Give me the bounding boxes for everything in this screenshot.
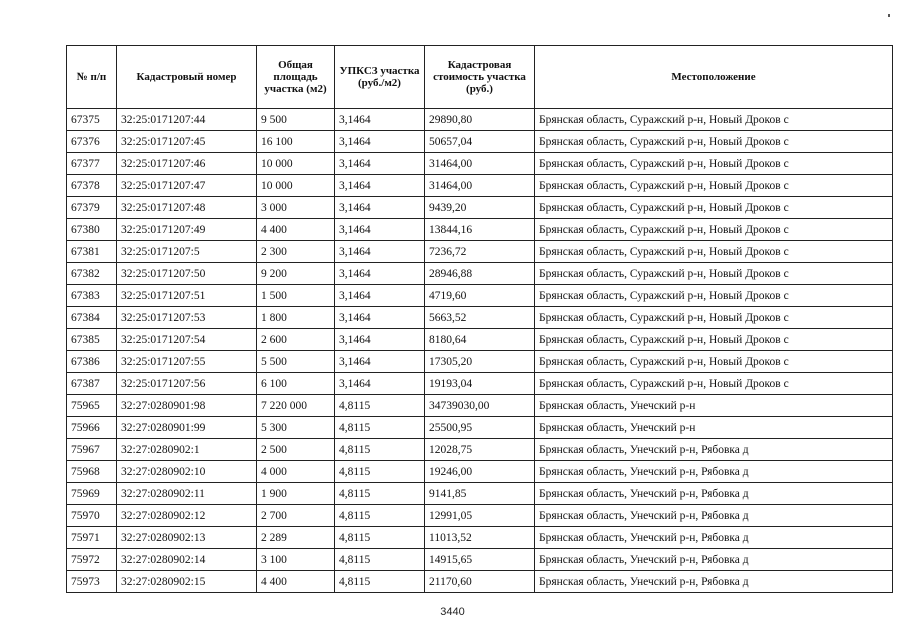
cell-cadastral-cost: 34739030,00 [425, 395, 535, 417]
cell-cadastral-number: 32:25:0171207:56 [117, 373, 257, 395]
cell-cadastral-number: 32:27:0280902:11 [117, 483, 257, 505]
table-body [67, 109, 893, 593]
cell-area: 2 700 [257, 505, 335, 527]
cell-cadastral-cost: 12028,75 [425, 439, 535, 461]
cell-cadastral-cost: 8180,64 [425, 329, 535, 351]
cell-num: 67380 [67, 219, 117, 241]
cell-location: Брянская область, Унечский р-н, Рябовка д [535, 461, 893, 483]
cell-location: Брянская область, Суражский р-н, Новый Дроков с [535, 329, 893, 351]
cell-location: Брянская область, Суражский р-н, Новый Дроков с [535, 373, 893, 395]
cell-cadastral-number: 32:27:0280901:98 [117, 395, 257, 417]
cell-num: 75967 [67, 439, 117, 461]
cell-cadastral-number: 32:25:0171207:46 [117, 153, 257, 175]
table-row [67, 417, 893, 439]
cell-num: 67383 [67, 285, 117, 307]
cell-upksz: 4,8115 [335, 439, 425, 461]
table-row [67, 549, 893, 571]
cell-upksz: 3,1464 [335, 131, 425, 153]
cell-cadastral-cost: 4719,60 [425, 285, 535, 307]
cell-cadastral-number: 32:25:0171207:49 [117, 219, 257, 241]
cell-num: 67387 [67, 373, 117, 395]
table-row [67, 351, 893, 373]
cell-area: 1 800 [257, 307, 335, 329]
cell-area: 2 300 [257, 241, 335, 263]
header-num: № п/п [67, 46, 117, 109]
cell-cadastral-cost: 7236,72 [425, 241, 535, 263]
header-cadastral-number: Кадастровый номер [117, 46, 257, 109]
cell-upksz: 3,1464 [335, 263, 425, 285]
cell-cadastral-number: 32:25:0171207:48 [117, 197, 257, 219]
cell-num: 75970 [67, 505, 117, 527]
cell-location: Брянская область, Унечский р-н [535, 395, 893, 417]
cell-location: Брянская область, Унечский р-н, Рябовка д [535, 505, 893, 527]
cell-num: 75968 [67, 461, 117, 483]
cell-upksz: 3,1464 [335, 329, 425, 351]
table-row [67, 241, 893, 263]
cell-location: Брянская область, Унечский р-н, Рябовка д [535, 549, 893, 571]
cell-location: Брянская область, Суражский р-н, Новый Дроков с [535, 153, 893, 175]
cell-area: 9 200 [257, 263, 335, 285]
cell-cadastral-cost: 5663,52 [425, 307, 535, 329]
cell-cadastral-number: 32:27:0280902:15 [117, 571, 257, 593]
table-row [67, 439, 893, 461]
cell-upksz: 3,1464 [335, 109, 425, 131]
cell-cadastral-cost: 19246,00 [425, 461, 535, 483]
cell-area: 5 300 [257, 417, 335, 439]
cell-upksz: 3,1464 [335, 197, 425, 219]
cell-cadastral-number: 32:25:0171207:53 [117, 307, 257, 329]
cell-area: 4 400 [257, 571, 335, 593]
cell-location: Брянская область, Унечский р-н, Рябовка д [535, 483, 893, 505]
table-row [67, 571, 893, 593]
cell-cadastral-cost: 31464,00 [425, 175, 535, 197]
cell-upksz: 3,1464 [335, 285, 425, 307]
table-row [67, 329, 893, 351]
cell-area: 10 000 [257, 175, 335, 197]
table-row [67, 153, 893, 175]
cell-cadastral-cost: 9439,20 [425, 197, 535, 219]
scan-mark [888, 14, 890, 17]
cell-num: 75972 [67, 549, 117, 571]
table-row [67, 263, 893, 285]
cell-num: 67377 [67, 153, 117, 175]
cell-num: 67375 [67, 109, 117, 131]
cell-cadastral-cost: 25500,95 [425, 417, 535, 439]
cell-area: 7 220 000 [257, 395, 335, 417]
cell-location: Брянская область, Унечский р-н, Рябовка д [535, 571, 893, 593]
cell-location: Брянская область, Суражский р-н, Новый Дроков с [535, 131, 893, 153]
cell-cadastral-number: 32:25:0171207:5 [117, 241, 257, 263]
cell-location: Брянская область, Суражский р-н, Новый Дроков с [535, 197, 893, 219]
table-row [67, 527, 893, 549]
cell-upksz: 4,8115 [335, 571, 425, 593]
cell-num: 67385 [67, 329, 117, 351]
cell-cadastral-number: 32:27:0280902:1 [117, 439, 257, 461]
cell-area: 3 100 [257, 549, 335, 571]
cell-area: 1 900 [257, 483, 335, 505]
cell-location: Брянская область, Суражский р-н, Новый Дроков с [535, 351, 893, 373]
header-location: Местоположение [535, 46, 893, 109]
cell-num: 75971 [67, 527, 117, 549]
cell-upksz: 4,8115 [335, 417, 425, 439]
cell-cadastral-number: 32:25:0171207:55 [117, 351, 257, 373]
cell-cadastral-cost: 31464,00 [425, 153, 535, 175]
cell-num: 67384 [67, 307, 117, 329]
cell-upksz: 4,8115 [335, 461, 425, 483]
table-row [67, 175, 893, 197]
cell-num: 67376 [67, 131, 117, 153]
cell-area: 6 100 [257, 373, 335, 395]
cell-location: Брянская область, Суражский р-н, Новый Дроков с [535, 285, 893, 307]
table-row [67, 307, 893, 329]
cell-num: 75969 [67, 483, 117, 505]
cell-upksz: 3,1464 [335, 351, 425, 373]
table-row [67, 219, 893, 241]
cell-location: Брянская область, Суражский р-н, Новый Дроков с [535, 175, 893, 197]
cell-location: Брянская область, Суражский р-н, Новый Дроков с [535, 219, 893, 241]
cell-cadastral-cost: 13844,16 [425, 219, 535, 241]
header-area: Общая площадь участка (м2) [257, 46, 335, 109]
table-header-row [67, 46, 893, 109]
table-row [67, 505, 893, 527]
cell-cadastral-number: 32:27:0280902:10 [117, 461, 257, 483]
cell-cadastral-number: 32:25:0171207:47 [117, 175, 257, 197]
cell-area: 3 000 [257, 197, 335, 219]
cell-location: Брянская область, Суражский р-н, Новый Дроков с [535, 307, 893, 329]
cell-upksz: 4,8115 [335, 505, 425, 527]
cell-upksz: 3,1464 [335, 175, 425, 197]
cell-upksz: 3,1464 [335, 219, 425, 241]
cell-upksz: 3,1464 [335, 153, 425, 175]
cell-cadastral-number: 32:27:0280902:12 [117, 505, 257, 527]
cell-location: Брянская область, Суражский р-н, Новый Дроков с [535, 241, 893, 263]
cell-cadastral-number: 32:25:0171207:51 [117, 285, 257, 307]
cell-num: 67381 [67, 241, 117, 263]
cell-location: Брянская область, Унечский р-н, Рябовка д [535, 439, 893, 461]
table-row [67, 373, 893, 395]
cell-cadastral-cost: 50657,04 [425, 131, 535, 153]
cell-cadastral-cost: 14915,65 [425, 549, 535, 571]
cell-cadastral-cost: 29890,80 [425, 109, 535, 131]
cell-cadastral-number: 32:27:0280901:99 [117, 417, 257, 439]
cell-upksz: 4,8115 [335, 549, 425, 571]
cell-upksz: 4,8115 [335, 527, 425, 549]
cell-num: 67386 [67, 351, 117, 373]
cell-upksz: 3,1464 [335, 373, 425, 395]
cell-area: 9 500 [257, 109, 335, 131]
cell-upksz: 4,8115 [335, 483, 425, 505]
cell-cadastral-cost: 17305,20 [425, 351, 535, 373]
cell-area: 2 500 [257, 439, 335, 461]
cell-num: 67382 [67, 263, 117, 285]
cell-location: Брянская область, Суражский р-н, Новый Дроков с [535, 263, 893, 285]
cell-cadastral-cost: 12991,05 [425, 505, 535, 527]
cell-area: 1 500 [257, 285, 335, 307]
cell-area: 10 000 [257, 153, 335, 175]
cell-upksz: 3,1464 [335, 307, 425, 329]
table-row [67, 461, 893, 483]
cell-location: Брянская область, Унечский р-н, Рябовка д [535, 527, 893, 549]
cell-cadastral-number: 32:25:0171207:44 [117, 109, 257, 131]
cell-num: 67378 [67, 175, 117, 197]
cell-num: 67379 [67, 197, 117, 219]
cell-area: 4 400 [257, 219, 335, 241]
cell-cadastral-number: 32:25:0171207:45 [117, 131, 257, 153]
table-row [67, 109, 893, 131]
cell-num: 75966 [67, 417, 117, 439]
cell-cadastral-number: 32:25:0171207:54 [117, 329, 257, 351]
cell-num: 75965 [67, 395, 117, 417]
cell-location: Брянская область, Унечский р-н [535, 417, 893, 439]
cell-area: 2 289 [257, 527, 335, 549]
cell-cadastral-number: 32:27:0280902:14 [117, 549, 257, 571]
table-row [67, 395, 893, 417]
cadastral-table [66, 45, 893, 593]
cell-cadastral-cost: 9141,85 [425, 483, 535, 505]
cell-num: 75973 [67, 571, 117, 593]
cell-upksz: 4,8115 [335, 395, 425, 417]
table-row [67, 197, 893, 219]
cell-cadastral-cost: 19193,04 [425, 373, 535, 395]
table-row [67, 285, 893, 307]
cell-upksz: 3,1464 [335, 241, 425, 263]
cell-location: Брянская область, Суражский р-н, Новый Дроков с [535, 109, 893, 131]
cell-area: 2 600 [257, 329, 335, 351]
cell-area: 4 000 [257, 461, 335, 483]
cell-cadastral-cost: 21170,60 [425, 571, 535, 593]
cell-area: 5 500 [257, 351, 335, 373]
cell-cadastral-number: 32:25:0171207:50 [117, 263, 257, 285]
table-row [67, 131, 893, 153]
header-upksz: УПКСЗ участка (руб./м2) [335, 46, 425, 109]
cell-cadastral-cost: 11013,52 [425, 527, 535, 549]
cell-area: 16 100 [257, 131, 335, 153]
cell-cadastral-number: 32:27:0280902:13 [117, 527, 257, 549]
page-number: 3440 [440, 606, 465, 618]
header-cadastral-cost: Кадастровая стоимость участка (руб.) [425, 46, 535, 109]
cell-cadastral-cost: 28946,88 [425, 263, 535, 285]
table-row [67, 483, 893, 505]
